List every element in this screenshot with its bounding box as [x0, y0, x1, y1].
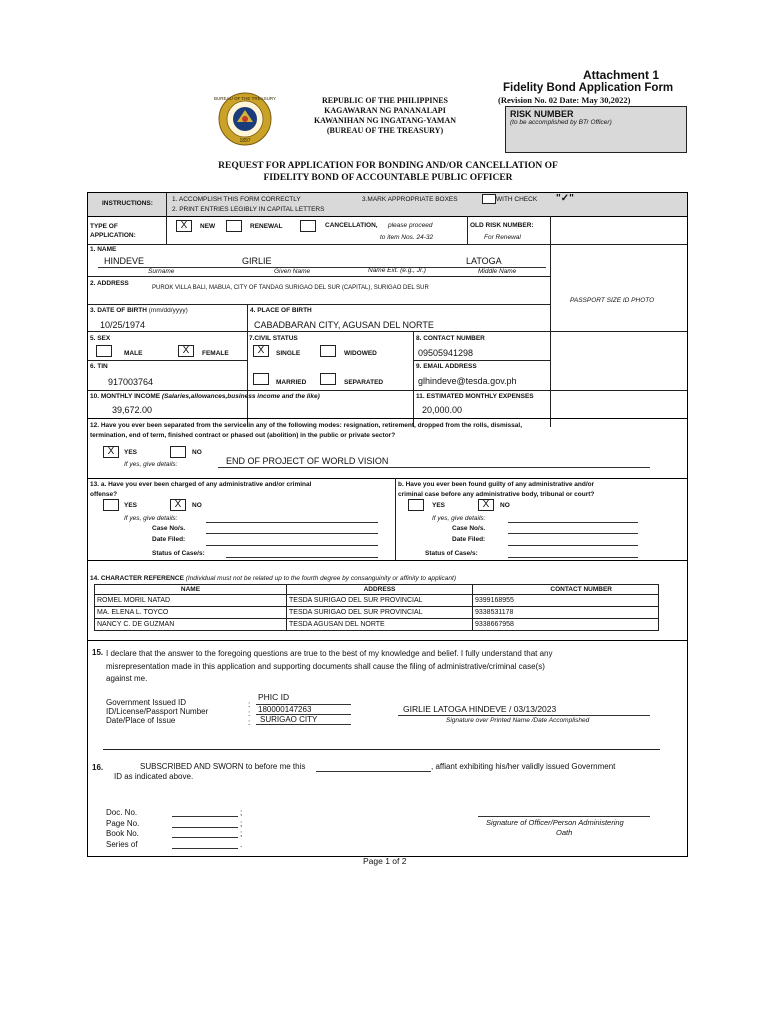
q13a-no-label: NO: [192, 502, 202, 509]
single-checkbox[interactable]: X: [253, 345, 269, 357]
name-ext-label: Name Ext. (e.g., Jr.): [368, 267, 426, 274]
ref-3-address[interactable]: TESDA AGUSAN DEL NORTE: [287, 619, 473, 630]
female-label: FEMALE: [202, 350, 229, 357]
passport-photo-label: PASSPORT SIZE ID PHOTO: [570, 297, 655, 304]
character-reference-table: [94, 584, 659, 631]
doc-no-label: Doc. No.: [106, 808, 138, 817]
q12-details-value[interactable]: END OF PROJECT OF WORLD VISION: [226, 456, 389, 466]
header-address: ADDRESS: [287, 585, 473, 594]
q12-yes-checkbox[interactable]: X: [103, 446, 119, 458]
date-place-label: Date/Place of Issue: [106, 716, 176, 725]
q13b-status-label: Status of Case/s:: [425, 550, 478, 557]
bureau-label: (BUREAU OF THE TREASURY): [326, 126, 444, 135]
renewal-checkbox[interactable]: [226, 220, 242, 232]
id-number-value[interactable]: 180000147263: [258, 705, 312, 714]
series-of-label: Series of: [106, 839, 138, 849]
pob-label: 4. PLACE OF BIRTH: [250, 307, 312, 314]
q15-text-1: I declare that the answer to the foregoing questions are true to the best of my knowledge and belief. I fully understand that any: [106, 649, 553, 658]
contact-number-label: 8. CONTACT NUMBER: [416, 335, 485, 342]
ref-2-address[interactable]: TESDA SURIGAO DEL SUR PROVINCIAL: [287, 607, 473, 618]
instruction-2: 2. PRINT ENTRIES LEGIBLY IN CAPITAL LETTERS: [172, 206, 325, 213]
page-no-label: Page No.: [106, 818, 140, 828]
gov-id-label: Government Issued ID: [106, 698, 187, 707]
q12-text-1: 12. Have you ever been separated from the service in any of the following modes: resignation, retirement, dropped from the rolls, dismissal,: [90, 422, 523, 429]
single-label: SINGLE: [276, 350, 301, 357]
q13b-details-label: If yes, give details:: [432, 515, 486, 522]
instruction-1: 1. ACCOMPLISH THIS FORM CORRECTLY: [172, 196, 301, 203]
form-title: Fidelity Bond Application Form: [503, 82, 674, 94]
with-check-label: WITH CHECK: [496, 196, 538, 203]
old-risk-label: OLD RISK NUMBER:: [470, 222, 534, 229]
separated-label: SEPARATED: [344, 379, 384, 386]
ref-3-contact[interactable]: 9338667958: [475, 621, 514, 628]
dob-label: 3. DATE OF BIRTH (mm/dd/yyyy): [90, 307, 188, 314]
address-value[interactable]: PUROK VILLA BALI, MABUA, CITY OF TANDAG SURIGAO DEL SUR (CAPITAL), SURIGAO DEL SUR: [152, 285, 429, 291]
table-row: [94, 607, 659, 619]
header-name: NAME: [95, 585, 287, 594]
ref-1-address[interactable]: TESDA SURIGAO DEL SUR PROVINCIAL: [287, 595, 473, 606]
pob-value[interactable]: CABADBARAN CITY, AGUSAN DEL NORTE: [254, 320, 434, 330]
q15-text-2: misrepresentation made in this application and supporting documents shall cause the filing of administrative/criminal case(s): [106, 661, 545, 671]
oath-label: Oath: [556, 828, 573, 837]
q13a-yes-label: YES: [124, 502, 138, 509]
q13b-text-2: criminal case before any administrative body, tribunal or court?: [398, 491, 595, 498]
q15-text-3: against me.: [106, 674, 148, 683]
title-line-1: REQUEST FOR APPLICATION FOR BONDING AND/OR CANCELLATION OF: [218, 161, 558, 171]
q13a-no-checkbox[interactable]: X: [170, 499, 186, 511]
cancellation-note-2: to item Nos. 24-32: [380, 234, 434, 241]
revision-label: (Revision No. 02 Date: May 30,2022): [498, 95, 631, 105]
q12-text-2: termination, end of term, finished contract or phased out (abolition) in the public or private sector?: [90, 432, 396, 439]
q13a-date-filed-label: Date Filed:: [152, 536, 186, 543]
surname-label: Surname: [148, 268, 175, 275]
monthly-expenses-label: 11. ESTIMATED MONTHLY EXPENSES: [416, 393, 534, 400]
separated-checkbox[interactable]: [320, 373, 336, 385]
doc-punctuation: ; ; ; .: [240, 808, 243, 849]
republic-label: REPUBLIC OF THE PHILIPPINES: [321, 96, 449, 105]
q15-number: 15.: [92, 648, 104, 657]
email-label: 9. EMAIL ADDRESS: [416, 363, 477, 370]
q13a-case-no-label: Case No/s.: [152, 525, 186, 532]
risk-number-note: (to be accomplished by BTr Officer): [510, 119, 612, 126]
old-risk-note: For Renewal: [484, 234, 521, 241]
ref-3-name[interactable]: NANCY C. DE GUZMAN: [95, 619, 287, 630]
attachment-label: Attachment 1: [583, 68, 660, 82]
dob-value[interactable]: 10/25/1974: [100, 320, 146, 330]
date-place-value[interactable]: SURIGAO CITY: [260, 715, 318, 724]
instruction-3: 3.MARK APPROPRIATE BOXES: [362, 196, 458, 203]
ref-2-name[interactable]: MA. ELENA L. TOYCO: [95, 607, 287, 618]
q14-label: 14. CHARACTER REFERENCE (Individual must not be related up to the fourth degree by consanguinity or affinity to applicant): [90, 575, 456, 582]
q12-details-label: If yes, give details:: [124, 461, 178, 468]
q12-yes-label: YES: [124, 449, 138, 456]
sex-label: 5. SEX: [90, 335, 111, 342]
signature-value[interactable]: GIRLIE LATOGA HINDEVE / 03/13/2023: [403, 704, 557, 714]
type-of-application-label: TYPE OF APPLICATION:: [90, 223, 136, 239]
ref-2-contact[interactable]: 9338531178: [475, 609, 514, 616]
ref-1-name[interactable]: ROMEL MORIL NATAD: [95, 595, 287, 606]
middle-name-label: Middle Name: [478, 268, 517, 275]
email-value[interactable]: glhindeve@tesda.gov.ph: [418, 376, 517, 386]
q13a-status-label: Status of Case/s:: [152, 550, 205, 557]
seal-text: BUREAU OF THE TREASURY: [213, 96, 277, 101]
q15-declaration: [106, 648, 676, 686]
middle-name-value[interactable]: LATOGA: [466, 256, 502, 266]
q13b-text-1: b. Have you ever been found guilty of any administrative and/or: [398, 481, 595, 488]
q12-no-label: NO: [192, 449, 202, 456]
married-label: MARRIED: [276, 379, 307, 386]
check-mark-glyph: "✓": [556, 193, 574, 204]
kagawaran-label: KAGAWARAN NG PANANALAPI: [324, 106, 446, 115]
q12-no-checkbox[interactable]: [170, 446, 186, 458]
cancellation-note: please proceed: [388, 222, 433, 229]
header-contact: CONTACT NUMBER: [550, 586, 612, 593]
q16-text-2: ID as indicated above.: [114, 772, 194, 781]
page-number: Page 1 of 2: [363, 856, 407, 866]
female-checkbox[interactable]: X: [178, 345, 194, 357]
civil-status-label: 7.CIVIL STATUS: [249, 335, 298, 342]
monthly-expenses-value[interactable]: 20,000.00: [422, 405, 463, 415]
widowed-label: WIDOWED: [344, 350, 377, 357]
colon-column: : : :: [248, 700, 251, 727]
ref-1-contact[interactable]: 9399168955: [475, 597, 514, 604]
q13b-yes-label: YES: [432, 502, 446, 509]
male-label: MALE: [124, 350, 143, 357]
gov-id-value[interactable]: PHIC ID: [258, 692, 290, 702]
q13b-no-checkbox[interactable]: X: [478, 499, 494, 511]
signature-label: Signature over Printed Name /Date Accomplished: [446, 717, 590, 724]
q13b-case-no-label: Case No/s.: [452, 525, 486, 532]
instruction-check-box: [482, 194, 496, 204]
instructions-label: INSTRUCTIONS:: [102, 200, 153, 207]
seal-year: 1897: [239, 138, 251, 144]
tin-label: 6. TIN: [90, 363, 108, 370]
cancellation-label: CANCELLATION,: [325, 222, 378, 229]
given-name-label: Given Name: [274, 268, 311, 275]
given-name-value[interactable]: GIRLIE: [242, 256, 272, 266]
monthly-income-label: 10. MONTHLY INCOME (Salaries,allowances,business income and the like): [90, 393, 320, 400]
table-header-row: [94, 584, 659, 595]
q13a-text-1: 13. a. Have you ever been charged of any administrative and/or criminal: [90, 481, 312, 488]
widowed-checkbox[interactable]: [320, 345, 336, 357]
cancellation-checkbox[interactable]: [300, 220, 316, 232]
q16-number: 16.: [92, 763, 104, 772]
new-checkbox[interactable]: X: [176, 220, 192, 232]
married-checkbox[interactable]: [253, 373, 269, 385]
q13b-no-label: NO: [500, 502, 510, 509]
monthly-income-value[interactable]: 39,672.00: [112, 405, 153, 415]
surname-value[interactable]: HINDEVE: [104, 256, 145, 266]
risk-number-label: RISK NUMBER: [510, 109, 574, 119]
new-label: NEW: [200, 223, 216, 230]
id-number-label: ID/License/Passport Number: [106, 707, 209, 716]
treasury-seal: [213, 92, 277, 146]
renewal-label: RENEWAL: [250, 223, 283, 230]
book-no-label: Book No.: [106, 829, 139, 838]
table-row: [94, 595, 659, 607]
kawanihan-label: KAWANIHAN NG INGATANG-YAMAN: [313, 116, 457, 125]
q16-text-1a: SUBSCRIBED AND SWORN to before me this: [140, 762, 306, 771]
officer-signature-label: Signature of Officer/Person Administering: [486, 818, 624, 827]
title-line-2: FIDELITY BOND OF ACCOUNTABLE PUBLIC OFFICER: [263, 173, 513, 183]
address-label: 2. ADDRESS: [90, 280, 129, 287]
risk-number-box[interactable]: [505, 106, 687, 153]
table-row: [94, 619, 659, 631]
q13a-text-2: offense?: [90, 491, 118, 498]
q13b-date-filed-label: Date Filed:: [452, 536, 486, 543]
q13b-yes-checkbox[interactable]: [408, 499, 424, 511]
tin-value[interactable]: 917003764: [108, 377, 154, 387]
male-checkbox[interactable]: [96, 345, 112, 357]
q16-text-1b: , affiant exhibiting his/her validly issued Government: [431, 762, 616, 771]
q13a-details-label: If yes, give details:: [124, 515, 178, 522]
contact-number-value[interactable]: 09505941298: [418, 348, 474, 358]
name-label: 1. NAME: [90, 246, 117, 253]
q13a-yes-checkbox[interactable]: [103, 499, 119, 511]
